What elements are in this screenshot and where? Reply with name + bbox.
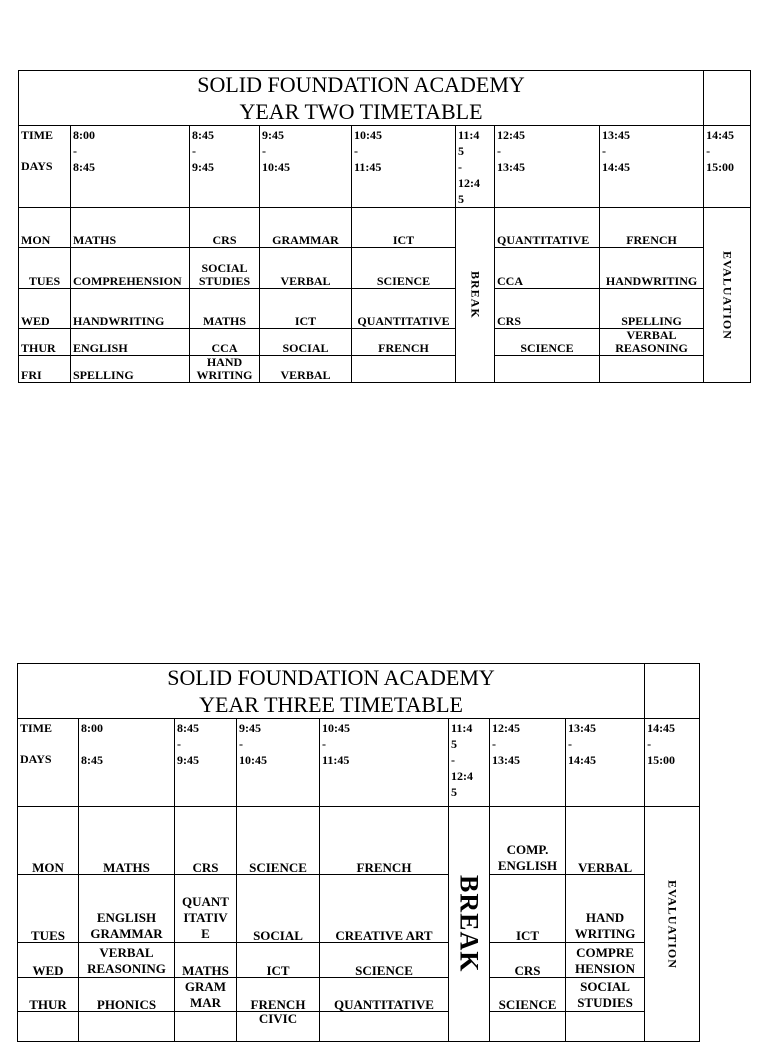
table-cell: FRENCH xyxy=(352,329,456,356)
days-label: DAYS xyxy=(21,159,53,173)
table-cell: VERBAL xyxy=(566,807,645,875)
table-cell: CCA xyxy=(190,329,260,356)
table-cell: SCIENCE xyxy=(320,943,449,978)
timetable-title: YEAR THREE TIMETABLE xyxy=(199,692,463,717)
table-cell: SCIENCE xyxy=(237,807,320,875)
day-fri: FRI xyxy=(19,356,71,383)
table-cell: HAND WRITING xyxy=(566,875,645,943)
table-cell: MATHS xyxy=(175,943,237,978)
table-cell: ICT xyxy=(237,943,320,978)
table-cell: ICT xyxy=(490,875,566,943)
table-cell: QUANTITATIVE xyxy=(320,978,449,1012)
table-cell xyxy=(490,1012,566,1042)
table-cell: FRENCH xyxy=(320,807,449,875)
table-cell: SCIENCE xyxy=(352,248,456,289)
table-cell: MATHS xyxy=(79,807,175,875)
table-cell: CRS xyxy=(495,289,600,329)
day-thur: THUR xyxy=(19,329,71,356)
table-cell: SPELLING xyxy=(71,356,190,383)
slot-1: 8:00 8:45 xyxy=(79,719,175,807)
slot-4: 10:45 - 11:45 xyxy=(352,126,456,208)
year-three-title-cell xyxy=(18,664,645,719)
break-column: BREAK xyxy=(449,807,490,1042)
slot-7: 13:45 - 14:45 xyxy=(600,126,704,208)
table-cell: CRS xyxy=(490,943,566,978)
school-name: SOLID FOUNDATION ACADEMY xyxy=(167,665,495,690)
slot-4: 10:45 - 11:45 xyxy=(320,719,449,807)
time-days-header xyxy=(18,719,79,807)
table-cell: SCIENCE xyxy=(495,329,600,356)
slot-1: 8:00 - 8:45 xyxy=(71,126,190,208)
slot-8: 14:45 - 15:00 xyxy=(645,719,700,807)
table-cell: CREATIVE ART xyxy=(320,875,449,943)
year-two-timetable xyxy=(18,70,751,383)
evaluation-column: EVALUATION xyxy=(645,807,700,1042)
slot-break: 11:4 5 - 12:4 5 xyxy=(456,126,495,208)
table-cell xyxy=(495,356,600,383)
table-cell: QUANTITATIVE xyxy=(352,289,456,329)
day-wed: WED xyxy=(19,289,71,329)
table-cell: HAND WRITING xyxy=(190,356,260,383)
table-cell: SOCIAL STUDIES xyxy=(566,978,645,1012)
table-cell: COMPRE HENSION xyxy=(566,943,645,978)
table-cell: MATHS xyxy=(71,208,190,248)
time-days-header xyxy=(19,126,71,208)
table-cell: SCIENCE xyxy=(490,978,566,1012)
days-label: DAYS xyxy=(20,752,52,766)
table-cell xyxy=(352,356,456,383)
slot-6: 12:45 - 13:45 xyxy=(495,126,600,208)
break-column: BREAK xyxy=(456,208,495,383)
title-empty-cell xyxy=(704,71,751,126)
table-cell: MATHS xyxy=(190,289,260,329)
evaluation-column: EVALUATION xyxy=(704,208,751,383)
table-cell: COMP. ENGLISH xyxy=(490,807,566,875)
table-cell: HANDWRITING xyxy=(71,289,190,329)
table-cell xyxy=(79,1012,175,1042)
table-cell: COMPREHENSION xyxy=(71,248,190,289)
year-two-title-cell xyxy=(19,71,704,126)
table-cell xyxy=(320,1012,449,1042)
table-cell: CRS xyxy=(175,807,237,875)
slot-2: 8:45 - 9:45 xyxy=(190,126,260,208)
year-three-timetable xyxy=(17,663,700,1042)
table-cell xyxy=(566,1012,645,1042)
slot-2: 8:45 - 9:45 xyxy=(175,719,237,807)
day-tues: TUES xyxy=(18,875,79,943)
slot-3: 9:45 - 10:45 xyxy=(260,126,352,208)
table-cell xyxy=(175,1012,237,1042)
table-cell: SOCIAL xyxy=(237,875,320,943)
table-cell xyxy=(18,1012,79,1042)
table-cell: SOCIAL STUDIES xyxy=(190,248,260,289)
table-cell: VERBAL xyxy=(260,356,352,383)
time-label: TIME xyxy=(20,721,53,735)
table-cell: QUANTITATIVE xyxy=(495,208,600,248)
table-cell: VERBAL REASONING xyxy=(600,329,704,356)
day-thur: THUR xyxy=(18,978,79,1012)
day-wed: WED xyxy=(18,943,79,978)
table-cell: GRAM MAR xyxy=(175,978,237,1012)
table-cell: VERBAL xyxy=(260,248,352,289)
table-cell: ENGLISH GRAMMAR xyxy=(79,875,175,943)
table-cell: PHONICS xyxy=(79,978,175,1012)
slot-break: 11:4 5 - 12:4 5 xyxy=(449,719,490,807)
time-label: TIME xyxy=(21,128,54,142)
table-cell: ICT xyxy=(352,208,456,248)
day-mon: MON xyxy=(18,807,79,875)
slot-7: 13:45 - 14:45 xyxy=(566,719,645,807)
slot-6: 12:45 - 13:45 xyxy=(490,719,566,807)
day-mon: MON xyxy=(19,208,71,248)
table-cell: FRENCH xyxy=(237,978,320,1012)
table-cell: ENGLISH xyxy=(71,329,190,356)
slot-3: 9:45 - 10:45 xyxy=(237,719,320,807)
table-cell: ICT xyxy=(260,289,352,329)
table-cell: HANDWRITING xyxy=(600,248,704,289)
table-cell: SPELLING xyxy=(600,289,704,329)
school-name: SOLID FOUNDATION ACADEMY xyxy=(197,72,525,97)
title-empty-cell xyxy=(645,664,700,719)
table-cell: VERBAL REASONING xyxy=(79,943,175,978)
table-cell: CCA xyxy=(495,248,600,289)
table-cell: CIVIC xyxy=(237,1012,320,1042)
table-cell xyxy=(600,356,704,383)
table-cell: QUANT ITATIV E xyxy=(175,875,237,943)
day-tues: TUES xyxy=(19,248,71,289)
slot-8: 14:45 - 15:00 xyxy=(704,126,751,208)
table-cell: SOCIAL xyxy=(260,329,352,356)
timetable-title: YEAR TWO TIMETABLE xyxy=(239,99,483,124)
table-cell: FRENCH xyxy=(600,208,704,248)
table-cell: CRS xyxy=(190,208,260,248)
table-cell: GRAMMAR xyxy=(260,208,352,248)
